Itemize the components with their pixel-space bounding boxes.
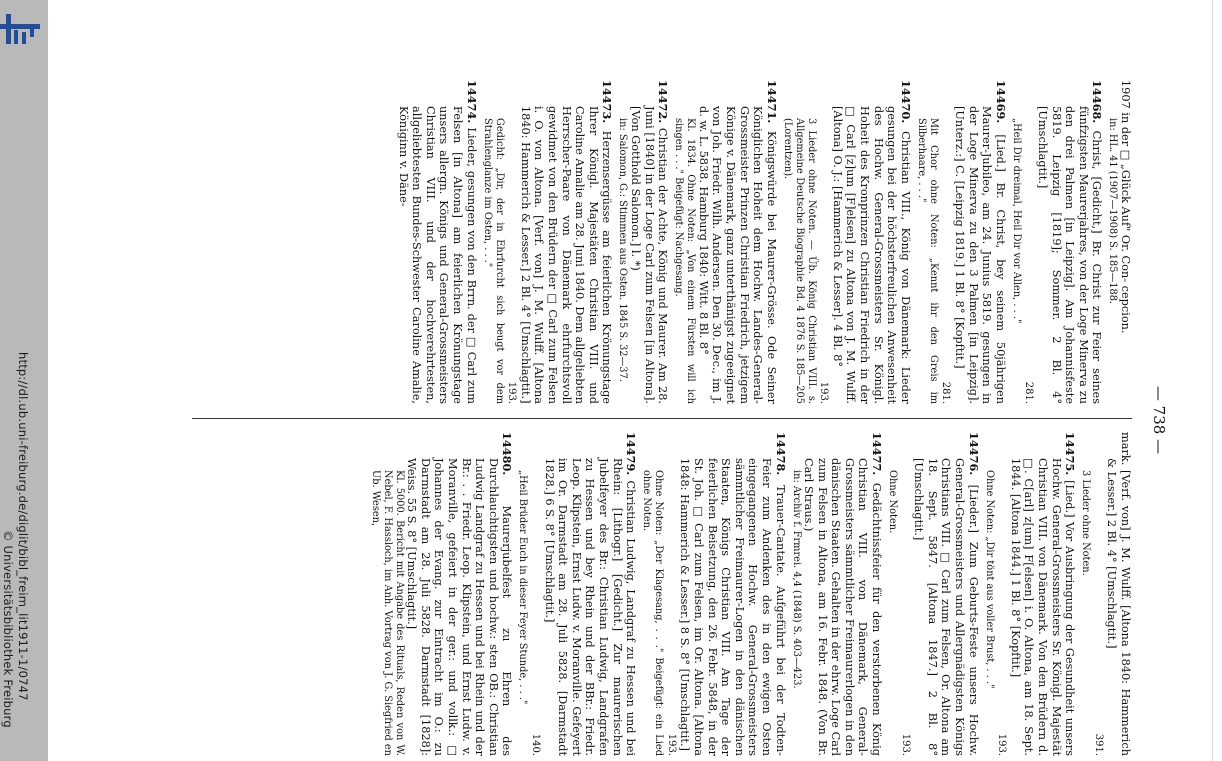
entry-note: 3 Lieder ohne Noten. bbox=[1080, 470, 1092, 576]
entry-reference: 193. bbox=[899, 733, 911, 756]
entry-reference: 193. bbox=[665, 733, 677, 756]
entry-number: 14468. bbox=[1090, 80, 1105, 131]
entry-text: 1907 in der □ „Glück Auf" Or. Con- cepcion. bbox=[1119, 80, 1132, 334]
entry-text: Königswürde bei Maurer-Grösse. Ode Seiner Königlichen Hoheit dem Hochw. Landes-General-Grossmeister Prinzen Christian Friedrich, jetzigem Könige v. Dänemark, ganz unterthänigst zugeeignet von Joh. Friedr. Wilh. Andersen. Den 30. Dec., im J. d. w. L. 5838. Hamburg 1840: Witt. 8 Bl. 8° bbox=[696, 106, 778, 404]
entry-text: Christian Ludwig, Landgraf zu Hessen und bei Rhein: [Lithogr.] [Gedicht.] Zur maurerischen Jubelfeyer des Br.: Christian Ludwig, Landgrafen zu Hessen und bey Rhein und der BBr.: Friedr. Leop. Klipstein, Ernst Ludw. v. Moranville. Gefeyert im Or. Darmstadt am 28. Juli 5828. [Darmstadt 1828.] 6 S. 8° [Umschlagtit.] bbox=[542, 458, 638, 757]
bibliography-entry bbox=[790, 432, 884, 756]
entry-reference: 193. bbox=[818, 381, 830, 404]
entry-text: Lieder, gesungen von den Brrn. der □ Carl zum Felsen [in Altona] am feierlichen Krönungstage unsers allergn. Königs und General-Grossmeisters Christian VIII. und der hochverehrtesten, allgeliebtesten Bundes-Schwester Caroline Amalie, Königinn v. Däne- bbox=[396, 106, 478, 404]
document-url[interactable]: http://dl.ub.uni-freiburg.de/diglit/bibl_freim_lit1911-1/0747 bbox=[16, 352, 30, 701]
bibliography-entry bbox=[1106, 80, 1132, 404]
entry-text: [Lied.] Vor Ausbringung der Gesundheit unsers Hochw. General-Grossmeisters Sr. Königl. Majestät Christian VIII. von Dänemark. Von den Brüdern d. □. C[arl] z[um] F[elsen] i. O. Altona, am 18. Sept. 1844. [Altona 1844.] 1 Bl. 8° [Kopftit.] bbox=[1008, 458, 1077, 757]
entry-text: Christian VIII., König von Dänemark: Lieder gesungen bei der höchsterfreulichen Anwesenheit des Hochw. General-Grossmeisters Sr. Königl. Hoheit des Kronprinzen Christian Friedrich in der □ Carl [z]um [F]elsen] zu Altona von J. M. Wulff. [Altona] O. J.: [Hammerich & Lesser]. 4 Bl. 8° bbox=[830, 106, 912, 404]
bibliography-entry bbox=[1010, 80, 1104, 404]
bibliography-entry bbox=[983, 432, 1077, 756]
entry-note: in: Salomon, G.: Stimmen aus Osten. 1845 S. 32—37. bbox=[617, 118, 629, 382]
entry-reference: 193. bbox=[506, 381, 518, 404]
bibliography-entry bbox=[1079, 432, 1132, 756]
entry-text: Herzensergüsse am feierlichen Krönungstage Ihrer Königl. Majestäten Christian VIII. und Caroline Amalie am 28. Juni 1840. Dem allgeliebten Herrscher-Paare von Dänemark ehrfurchtsvoll gewidmet von den Brüdern der □ Carl zum Felsen i. O. von Altona. [Verf. von] J. M. Wulff. [Altona 1840: Hammerich & Lesser.] 2 Bl. 4° [Umschlagtit.] bbox=[518, 106, 614, 404]
entry-text: Maurerjubelfest zu Ehren des Durchlauchtigsten und hochw.: sten OB.: Christian Ludwig Landgraf zu Hessen und bei Rhein und der Br.: . . Friedr. Leop. Klipstein, und Ernst Ludw. v. Moranville, gefeiert in der ger.: und vollk.: □ Johannes der Evang. zur Eintracht im O.: zu Darmstadt am 28. Juli 5828. Darmstadt [1828]: Weiss. 55 S. 8° [Umschlagtit.] bbox=[405, 458, 514, 756]
bibliography-entry bbox=[369, 432, 514, 756]
entry-number: 14470. bbox=[898, 80, 913, 132]
entry-number: 14469. bbox=[993, 80, 1008, 135]
entry-note: Ohne Noten. bbox=[887, 470, 899, 534]
column-divider bbox=[192, 418, 1132, 419]
entry-reference: 193. bbox=[996, 733, 1008, 756]
entry-text: mark. [Verf. von] J. M. Wulff. [Altona 1840: Hammerich & Lesser.] 2 Bl. 4° [Umschlagtit.] bbox=[1105, 432, 1132, 756]
entry-number: 14480. bbox=[500, 432, 515, 506]
entry-text: [Lieder.] Zum Geburts-Feste unsers Hochw. General-Grossmeisters und Allergnädigsten Königs Christians VIII. □ Carl zum Felsen, Or. Altona am 18. Sept. 5847. [Altona 1847.] 2 Bl. 8° [Umschlagtit.] bbox=[912, 458, 980, 757]
right-column bbox=[366, 432, 1132, 756]
entry-text: Christian der Achte, König und Maurer. Am 28. Juni [1840] in der Loge Carl zum Felsen [in Altona]. [Von Gotthold Salomon.] l. *) bbox=[628, 106, 670, 405]
entry-reference: 281. bbox=[940, 381, 952, 404]
viewer-sidebar bbox=[0, 0, 48, 761]
entry-note: Mit Chor ohne Noten: „Kennt ihr den Greis im Silberhaare, . . ." bbox=[915, 118, 939, 404]
entry-note: Ohne Noten: „Dir tönt aus voller Brust, . . ." bbox=[983, 470, 995, 689]
entry-number: 14472. bbox=[656, 80, 671, 128]
entry-text: Trauer-Cantate. Aufgeführt bei der Todten-Feier zum Andenken des in den ewigen Osten eingegangenen Hochw. General-Grossmeisters sämmtlicher Freimaurer-Logen in den dänischen Staaten, Königs Christian VIII. Am Tage der feierlichen Beisetzung, den 26. Febr. 5848, in der St. Joh. □ Carl zum Felsen, im Or. Altona. [Altona 1848: Hammerich & Lesser.] 8 S. 8° [Umschlagtit.] bbox=[678, 458, 787, 756]
bibliography-entry bbox=[396, 80, 478, 404]
bibliography-entry bbox=[640, 432, 786, 756]
entry-number: 14476. bbox=[966, 432, 981, 485]
entry-number: 14477. bbox=[870, 432, 885, 483]
page-edge bbox=[1212, 0, 1213, 761]
university-logo-icon bbox=[0, 10, 40, 50]
entry-note: in: HL. 41 (1907—1908) S. 185—188. bbox=[1107, 118, 1119, 305]
entry-note: Kl. 5000. Bericht mit Angabe des Rituals, Reden von W. Nebel, F. Hassloch, im Anh. Vortrag von J. G. Siegfried en Ub. Wesen, bbox=[369, 470, 405, 756]
page-number: — 738 — bbox=[1150, 385, 1168, 455]
page-content bbox=[108, 80, 1168, 760]
entry-text: Christ, [Gedicht,] Br. Christ zur Feier seines fünfzigsten Maurerjahres, von der Loge Minerva zu den drei Palmen [in Leipzig]. Am Johannisfeste 5819. Leipzig [1819]; Sommer. 2 Bl. 4° [Umschlagtit.] bbox=[1036, 106, 1104, 405]
entry-note: in: Archiv f. Frmrei. 4,4 (1848) S. 403—423. bbox=[790, 470, 802, 689]
entry-note: „Heil Dir dreimal, Heil Dir vor Allen, . . ." bbox=[1010, 118, 1022, 324]
copyright-notice: © Universitätsbibliothek Freiburg bbox=[1, 530, 15, 728]
entry-reference: 281. bbox=[1023, 381, 1035, 404]
bibliography-entry bbox=[516, 432, 637, 756]
entry-note: Gedicht: „Dir, der in Ehrfurcht sich beugt vor dem Strahlenglanze im Osten, . . ." bbox=[481, 118, 505, 404]
entry-note: Ohne Noten: „Der Klagesang, . . ." Beigefügt: ein Lied ohne Noten. bbox=[641, 470, 665, 756]
entry-text: [Lied.] Br. Christ, bey seinem 50jährigen Maurer-Jubileo, am 24. Junius 5819. gesungen in der Loge Minerva zu den 3 Palmen [in Leipzig]. [Unterz.:] C. [Leipzig 1819.] 1 Bl. 8° [Kopftit.] bbox=[953, 106, 1007, 405]
entry-number: 14478. bbox=[773, 432, 788, 485]
entry-note: „Heil Brüder Euch in dieser Feyer Stunde, . . ." bbox=[517, 470, 529, 705]
bibliography-entry bbox=[886, 432, 980, 756]
entry-text: Gedächtnissfeier für den verstorbenen König Christian VIII. von Dänemark, General-Grossmeisters sämmtlicher Freimaurerlogen in den dänischen Staaten. Gehalten in der ehrw. Loge Carl zum Felsen in Altona, am 16. Febr. 1848. (Von Br. Carl Straus.) bbox=[802, 458, 884, 757]
entry-note: 3 Lieder ohne Noten. — Üb. König Christian VIII. s. Allgemeine Deutsche Biographie Bd. 4 1876 S. 185—205 (Lorentzen). bbox=[781, 118, 817, 404]
entry-number: 14471. bbox=[764, 80, 779, 132]
entry-reference: 391. bbox=[1092, 733, 1104, 756]
bibliography-entry bbox=[672, 80, 778, 404]
entry-reference: 140. bbox=[530, 733, 542, 756]
scanned-page bbox=[48, 0, 1222, 761]
entry-number: 14474. bbox=[464, 80, 479, 128]
entry-number: 14473. bbox=[600, 80, 615, 131]
entry-note: Kl. 1834. Ohne Noten: „Von einem Fürsten will ich singen . . ." Beigefügt: Nachgesang. bbox=[673, 118, 697, 404]
bibliography-entry bbox=[616, 80, 669, 404]
bibliography-entry bbox=[481, 80, 614, 404]
bibliography-entry bbox=[781, 80, 912, 404]
entry-number: 14475. bbox=[1063, 432, 1078, 481]
left-column bbox=[393, 80, 1132, 404]
entry-number: 14479. bbox=[624, 432, 639, 481]
bibliography-entry bbox=[915, 80, 1007, 404]
